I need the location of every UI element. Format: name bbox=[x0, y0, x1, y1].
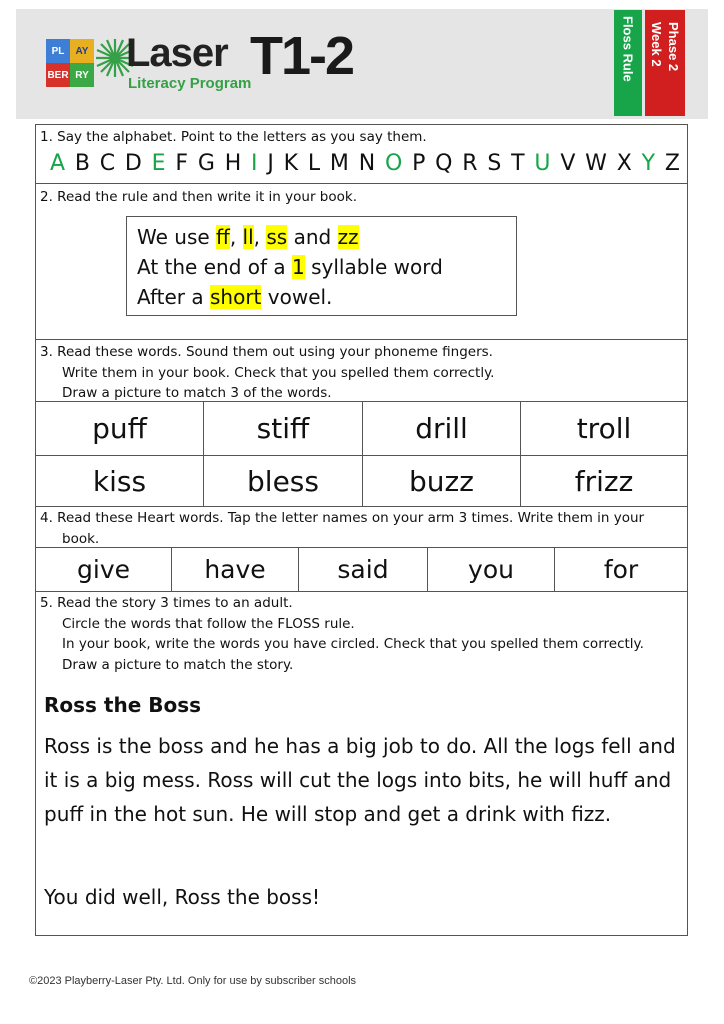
alphabet-letter: L bbox=[307, 151, 321, 176]
alphabet-letter: X bbox=[616, 151, 632, 176]
alphabet-letter: C bbox=[99, 151, 116, 176]
heart-word-cell: have bbox=[172, 548, 299, 591]
rule-line-2: At the end of a 1 syllable word bbox=[137, 255, 443, 279]
alphabet-letter: J bbox=[267, 151, 274, 176]
topic-tab bbox=[614, 10, 642, 116]
phase-label: Phase 2 Week 2 bbox=[649, 22, 681, 72]
alphabet-letter: Y bbox=[641, 151, 656, 176]
header-banner bbox=[16, 9, 708, 119]
alphabet-letter: O bbox=[384, 151, 403, 176]
logo-piece: PL bbox=[46, 39, 70, 63]
rule-box bbox=[126, 216, 517, 316]
alphabet-letter: R bbox=[462, 151, 478, 176]
divider bbox=[36, 506, 687, 507]
word-cell: buzz bbox=[363, 456, 521, 506]
alphabet-letter: P bbox=[412, 151, 426, 176]
alphabet-letter: B bbox=[74, 151, 90, 176]
alphabet-letter: Z bbox=[664, 151, 680, 176]
alphabet-letter: M bbox=[329, 151, 349, 176]
word-cell: puff bbox=[36, 402, 204, 455]
word-cell: stiff bbox=[204, 402, 363, 455]
alphabet-letter: K bbox=[283, 151, 299, 176]
playberry-logo bbox=[46, 39, 94, 87]
logo-subtitle: Literacy Program bbox=[128, 75, 252, 92]
word-cell: troll bbox=[576, 412, 632, 445]
alphabet-letter: I bbox=[251, 151, 258, 176]
alphabet-letter: A bbox=[50, 151, 66, 176]
logo-laser-text: Laser bbox=[126, 31, 228, 75]
heart-word-grid bbox=[36, 548, 687, 591]
phase-week-tab bbox=[645, 10, 685, 116]
rule-line-1: We use ff, ll, ss and zz bbox=[137, 225, 359, 249]
rule-line-3: After a short vowel. bbox=[137, 285, 333, 309]
alphabet-letter: Q bbox=[435, 151, 453, 176]
logo-piece: AY bbox=[70, 39, 94, 63]
alphabet-letter: U bbox=[534, 151, 551, 176]
story-title: Ross the Boss bbox=[44, 693, 202, 717]
q4-instruction: 4. Read these Heart words. Tap the letter names on your arm 3 times. Write them in your book. bbox=[40, 510, 645, 547]
word-cell: drill bbox=[363, 402, 521, 455]
logo-level-text: T1-2 bbox=[250, 26, 354, 86]
q3-instruction: 3. Read these words. Sound them out using your phoneme fingers. Write them in your book. Check that you spelled them correctly. Draw a picture to match 3 of the words. bbox=[40, 344, 495, 401]
heart-word-cell: give bbox=[36, 548, 172, 591]
word-cell: kiss bbox=[36, 456, 204, 506]
q2-instruction: 2. Read the rule and then write it in your book. bbox=[40, 189, 357, 205]
word-cell: bless bbox=[204, 456, 363, 506]
worksheet bbox=[35, 124, 688, 936]
word-grid-row-2 bbox=[36, 456, 687, 506]
alphabet-letter: D bbox=[124, 151, 142, 176]
divider bbox=[36, 339, 687, 340]
story-text: Ross is the boss and he has a big job to do. All the logs fell and it is a big mess. Ross will cut the logs into bits, he will huff and puff in the hot sun. He will stop and get a drink with fizz. bbox=[44, 734, 676, 826]
alphabet-letter: N bbox=[358, 151, 376, 176]
divider bbox=[36, 183, 687, 184]
heart-word-cell: you bbox=[428, 548, 555, 591]
alphabet-letter: F bbox=[175, 151, 189, 176]
alphabet-letter: H bbox=[224, 151, 242, 176]
topic-label: Floss Rule bbox=[620, 16, 636, 82]
copyright-footer: ©2023 Playberry-Laser Pty. Ltd. Only for use by subscriber schools bbox=[29, 975, 357, 987]
word-grid-row-1 bbox=[36, 402, 687, 455]
heart-word-cell: for bbox=[603, 555, 639, 584]
alphabet-letter: G bbox=[197, 151, 215, 176]
alphabet-letter: W bbox=[585, 151, 607, 176]
alphabet-row bbox=[50, 151, 680, 176]
heart-word-cell: said bbox=[299, 548, 428, 591]
q5-instruction: 5. Read the story 3 times to an adult. Circle the words that follow the FLOSS rule. In your book, write the words you have circled. Check that you spelled them correctly. Draw a picture to match the story. bbox=[40, 595, 644, 673]
q1-instruction: 1. Say the alphabet. Point to the letters as you say them. bbox=[40, 129, 427, 145]
alphabet-letter: S bbox=[487, 151, 502, 176]
logo-piece: BER bbox=[46, 63, 70, 87]
alphabet-letter: V bbox=[560, 151, 576, 176]
alphabet-letter: E bbox=[151, 151, 166, 176]
alphabet-letter: T bbox=[511, 151, 525, 176]
logo-piece: RY bbox=[70, 63, 94, 87]
story-ending: You did well, Ross the boss! bbox=[44, 885, 321, 909]
word-cell: frizz bbox=[574, 464, 634, 498]
divider bbox=[36, 591, 687, 592]
